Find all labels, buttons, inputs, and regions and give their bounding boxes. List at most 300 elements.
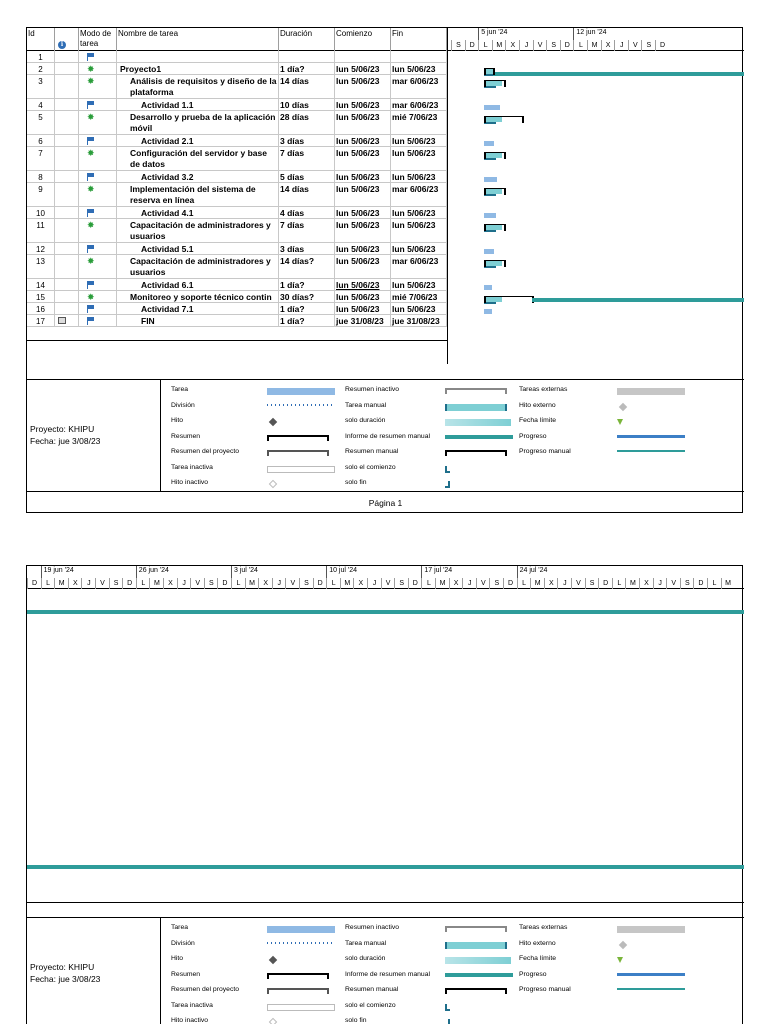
table-row[interactable]: [27, 303, 447, 315]
legend-sample: [445, 450, 507, 456]
table-row[interactable]: [27, 219, 447, 243]
cell-duration[interactable]: 1 día?: [279, 315, 335, 326]
cell-mode[interactable]: [79, 207, 117, 218]
legend-sample: [445, 419, 511, 426]
cell-start[interactable]: lun 5/06/23: [335, 255, 391, 278]
summary-start-cap[interactable]: [484, 68, 486, 75]
manual-schedule-pin-icon: ✸: [87, 148, 95, 158]
timescale-week-label: 5 jun '24: [481, 29, 508, 36]
summary-start-cap[interactable]: [484, 116, 486, 123]
cell-duration[interactable]: 1 día?: [279, 303, 335, 314]
cell-id[interactable]: 12: [27, 243, 55, 254]
cell-id[interactable]: 6: [27, 135, 55, 146]
cell-duration[interactable]: 3 días: [279, 243, 335, 254]
legend-sample: [267, 942, 335, 944]
header-name[interactable]: Nombre de tarea: [117, 28, 279, 51]
cell-end[interactable]: lun 5/06/23: [391, 219, 447, 242]
cell-start[interactable]: lun 5/06/23: [335, 99, 391, 110]
task-bar[interactable]: [484, 309, 492, 314]
cell-start[interactable]: jue 31/08/23: [335, 315, 391, 326]
cell-duration[interactable]: 4 días: [279, 207, 335, 218]
task-bar[interactable]: [484, 141, 494, 146]
legend-sample: [617, 926, 685, 933]
cell-end[interactable]: mié 7/06/23: [391, 111, 447, 134]
cell-end[interactable]: lun 5/06/23: [391, 171, 447, 182]
timescale-day: D: [122, 578, 136, 589]
cell-mode[interactable]: [79, 99, 117, 110]
manual-summary-bar[interactable]: [484, 116, 522, 119]
cell-indicators[interactable]: [55, 111, 79, 134]
legend-sample: [617, 988, 685, 990]
header-duration[interactable]: Duración: [279, 28, 335, 51]
project-name: Proyecto: KHIPU: [30, 424, 95, 434]
task-bar[interactable]: [484, 285, 492, 290]
cell-duration[interactable]: 28 días: [279, 111, 335, 134]
legend-sample: [445, 942, 507, 949]
gantt-page-2: [26, 565, 743, 1024]
cell-end[interactable]: lun 5/06/23: [391, 303, 447, 314]
table-row[interactable]: [27, 279, 447, 291]
cell-mode[interactable]: [79, 63, 117, 74]
timescale-day: J: [614, 40, 628, 51]
cell-duration[interactable]: 1 día?: [279, 63, 335, 74]
cell-name[interactable]: Actividad 4.1: [117, 207, 279, 218]
timescale-day: S: [394, 578, 408, 589]
cell-indicators[interactable]: [55, 63, 79, 74]
cell-id[interactable]: 17: [27, 315, 55, 326]
cell-mode[interactable]: [79, 171, 117, 182]
cell-mode[interactable]: [79, 111, 117, 134]
summary-start-cap[interactable]: [484, 152, 486, 159]
cell-indicators[interactable]: [55, 315, 79, 326]
timescale-day: S: [585, 578, 599, 589]
cell-start[interactable]: lun 5/06/23: [335, 63, 391, 74]
cell-end[interactable]: lun 5/06/23: [391, 207, 447, 218]
gantt-page-1: [26, 27, 743, 513]
cell-indicators[interactable]: [55, 75, 79, 98]
cell-start[interactable]: lun 5/06/23: [335, 219, 391, 242]
timescale-day: J: [81, 578, 95, 589]
timescale-day: M: [721, 578, 735, 589]
timescale-week-divider: [517, 566, 518, 578]
timescale-week-label: 19 jun '24: [43, 567, 74, 574]
auto-schedule-icon: [87, 209, 97, 217]
cell-name[interactable]: FIN: [117, 315, 279, 326]
timescale-week-divider: [421, 566, 422, 578]
cell-indicators[interactable]: [55, 279, 79, 290]
cell-duration[interactable]: [279, 51, 335, 62]
legend-label: Hito externo: [519, 939, 556, 947]
legend-sample: [619, 940, 627, 948]
cell-id[interactable]: 11: [27, 219, 55, 242]
timescale-day: L: [41, 578, 55, 589]
cell-duration[interactable]: 14 días?: [279, 255, 335, 278]
info-icon: i: [58, 41, 66, 49]
cell-mode[interactable]: [79, 303, 117, 314]
cell-end[interactable]: lun 5/06/23: [391, 63, 447, 74]
manual-summary-bar[interactable]: [484, 80, 504, 83]
timescale-day: S: [489, 578, 503, 589]
cell-name[interactable]: [117, 51, 279, 62]
summary-end-cap[interactable]: [504, 152, 506, 159]
summary-start-cap[interactable]: [484, 188, 486, 195]
legend-label: Resumen del proyecto: [171, 986, 240, 993]
task-bar[interactable]: [484, 249, 494, 254]
timescale-day: X: [163, 578, 177, 589]
table-row[interactable]: [27, 135, 447, 147]
cell-id[interactable]: 1: [27, 51, 55, 62]
cell-indicators[interactable]: [55, 51, 79, 62]
cell-mode[interactable]: [79, 183, 117, 206]
cell-mode[interactable]: [79, 75, 117, 98]
timescale-day: V: [285, 578, 299, 589]
cell-indicators[interactable]: [55, 183, 79, 206]
table-row[interactable]: [27, 291, 447, 303]
legend-label: Tarea: [171, 924, 189, 931]
timescale-day: X: [68, 578, 82, 589]
timescale-day: V: [381, 578, 395, 589]
cell-name[interactable]: Actividad 6.1: [117, 279, 279, 290]
cell-id[interactable]: 15: [27, 291, 55, 302]
legend-label: Hito: [171, 417, 184, 424]
header-mode[interactable]: Modo de tarea: [79, 28, 117, 51]
table-row[interactable]: [27, 75, 447, 99]
legend-label: Hito externo: [519, 401, 556, 409]
legend-label: Tarea manual: [345, 939, 387, 947]
cell-name[interactable]: Monitoreo y soporte técnico contin: [117, 291, 279, 302]
table-row[interactable]: [27, 51, 447, 63]
table-row[interactable]: [27, 99, 447, 111]
legend-sample: [267, 404, 335, 406]
auto-schedule-icon: [87, 317, 97, 325]
summary-end-cap[interactable]: [504, 224, 506, 231]
cell-indicators[interactable]: [55, 303, 79, 314]
cell-indicators[interactable]: [55, 219, 79, 242]
cell-start[interactable]: lun 5/06/23: [335, 303, 391, 314]
cell-duration[interactable]: 10 días: [279, 99, 335, 110]
legend-label: Informe de resumen manual: [345, 432, 431, 440]
timescale-day: X: [258, 578, 272, 589]
header-end[interactable]: Fin: [391, 28, 447, 51]
legend-label: Resumen inactivo: [345, 924, 400, 931]
monitoring-bar[interactable]: [532, 298, 744, 302]
task-bar[interactable]: [484, 213, 496, 218]
cell-name[interactable]: Capacitación de administradores y usuarios: [117, 219, 279, 242]
legend-label: Progreso: [519, 432, 547, 440]
project-date: Fecha: jue 3/08/23: [30, 974, 101, 984]
cell-indicators[interactable]: [55, 147, 79, 170]
manual-schedule-pin-icon: ✸: [87, 112, 95, 122]
cell-end[interactable]: mar 6/06/23: [391, 99, 447, 110]
cell-id[interactable]: 3: [27, 75, 55, 98]
cell-duration[interactable]: 30 días?: [279, 291, 335, 302]
cell-indicators[interactable]: [55, 171, 79, 182]
legend-label: Hito inactivo: [171, 479, 209, 486]
table-row[interactable]: [27, 243, 447, 255]
timescale-day: D: [693, 578, 707, 589]
cell-end[interactable]: jue 31/08/23: [391, 315, 447, 326]
legend-label: Tarea: [171, 386, 189, 393]
legend-sample: [267, 973, 329, 979]
timescale-day: S: [109, 578, 123, 589]
timescale-day: D: [560, 40, 574, 51]
table-row[interactable]: [27, 207, 447, 219]
cell-end[interactable]: [391, 51, 447, 62]
cell-end[interactable]: lun 5/06/23: [391, 243, 447, 254]
cell-duration[interactable]: 7 días: [279, 219, 335, 242]
header-id[interactable]: Id: [27, 28, 55, 51]
timescale-week-divider: [478, 28, 479, 40]
cell-end[interactable]: lun 5/06/23: [391, 147, 447, 170]
auto-schedule-icon: [87, 53, 97, 61]
manual-summary-bar[interactable]: [484, 152, 504, 155]
timescale-day: X: [639, 578, 653, 589]
legend-label: Resumen: [171, 970, 201, 978]
timescale-day: M: [625, 578, 639, 589]
cell-start[interactable]: lun 5/06/23: [335, 171, 391, 182]
cell-start[interactable]: [335, 51, 391, 62]
timescale-week-divider: [41, 566, 42, 578]
summary-start-cap[interactable]: [484, 296, 486, 303]
manual-summary-bar[interactable]: [484, 260, 504, 263]
cell-start[interactable]: lun 5/06/23: [335, 75, 391, 98]
timescale-day: M: [530, 578, 544, 589]
timescale-day: L: [707, 578, 721, 589]
auto-schedule-icon: [87, 245, 97, 253]
cell-end[interactable]: mar 6/06/23: [391, 75, 447, 98]
cell-indicators[interactable]: [55, 207, 79, 218]
table-row[interactable]: [27, 255, 447, 279]
cell-indicators[interactable]: [55, 255, 79, 278]
summary-start-cap[interactable]: [484, 224, 486, 231]
timescale-day: J: [462, 578, 476, 589]
cell-id[interactable]: 16: [27, 303, 55, 314]
legend-label: Fecha límite: [519, 955, 557, 962]
cell-id[interactable]: 13: [27, 255, 55, 278]
manual-summary-bar[interactable]: [484, 296, 532, 299]
cell-name[interactable]: Implementación del sistema de reserva en línea: [117, 183, 279, 206]
header-start[interactable]: Comienzo: [335, 28, 391, 51]
timescale-page-2: [27, 566, 744, 589]
timescale-day: J: [272, 578, 286, 589]
legend-sample: [617, 419, 623, 425]
legend-sample: [269, 956, 277, 964]
timescale-week-label: 24 jul '24: [519, 567, 548, 574]
timescale-day: V: [476, 578, 490, 589]
task-bar[interactable]: [484, 177, 497, 182]
cell-start[interactable]: lun 5/06/23: [335, 111, 391, 134]
cell-name[interactable]: Actividad 5.1: [117, 243, 279, 254]
legend-sample: [617, 973, 685, 976]
cell-indicators[interactable]: [55, 135, 79, 146]
cell-duration[interactable]: 3 días: [279, 135, 335, 146]
summary-end-cap[interactable]: [493, 68, 495, 75]
legend-label: solo el comienzo: [345, 463, 396, 471]
cell-id[interactable]: 9: [27, 183, 55, 206]
cell-end[interactable]: mié 7/06/23: [391, 291, 447, 302]
table-row[interactable]: [27, 63, 447, 75]
legend-sample: [617, 450, 685, 452]
cell-start[interactable]: lun 5/06/23: [335, 147, 391, 170]
timescale-day: V: [666, 578, 680, 589]
timescale-day: D: [598, 578, 612, 589]
cell-duration[interactable]: 5 días: [279, 171, 335, 182]
cell-start[interactable]: lun 5/06/23: [335, 279, 391, 290]
legend-label: solo duración: [345, 417, 386, 424]
manual-summary-bar[interactable]: [484, 224, 504, 227]
cell-mode[interactable]: [79, 291, 117, 302]
timescale-day: X: [353, 578, 367, 589]
timescale-week-label: 10 jul '24: [329, 567, 357, 574]
cell-indicators[interactable]: [55, 291, 79, 302]
cell-duration[interactable]: 14 días: [279, 183, 335, 206]
summary-start-cap[interactable]: [484, 80, 486, 87]
cell-id[interactable]: 4: [27, 99, 55, 110]
summary-end-cap[interactable]: [504, 260, 506, 267]
cell-start[interactable]: lun 5/06/23: [335, 291, 391, 302]
summary-end-cap[interactable]: [504, 80, 506, 87]
header-indicators[interactable]: [55, 28, 79, 51]
cell-start[interactable]: lun 5/06/23: [335, 183, 391, 206]
cell-name[interactable]: Capacitación de administradores y usuarios: [117, 255, 279, 278]
timescale-day: V: [571, 578, 585, 589]
cell-mode[interactable]: [79, 219, 117, 242]
cell-start[interactable]: lun 5/06/23: [335, 207, 391, 218]
table-row[interactable]: [27, 183, 447, 207]
timescale-day: J: [557, 578, 571, 589]
cell-duration[interactable]: 14 días: [279, 75, 335, 98]
manual-schedule-pin-icon: ✸: [87, 76, 95, 86]
cell-end[interactable]: mar 6/06/23: [391, 183, 447, 206]
timescale-day: M: [435, 578, 449, 589]
legend-sample: [445, 404, 507, 411]
cell-name[interactable]: Análisis de requisitos y diseño de la plataforma: [117, 75, 279, 98]
timescale-day: D: [27, 578, 41, 589]
legend-label: Resumen del proyecto: [171, 448, 240, 455]
legend-sample: [445, 1019, 450, 1024]
cell-mode[interactable]: [79, 243, 117, 254]
table-row[interactable]: [27, 111, 447, 135]
auto-schedule-icon: [87, 173, 97, 181]
legend-sample: [617, 957, 623, 963]
project-name: Proyecto: KHIPU: [30, 962, 95, 972]
table-row[interactable]: [27, 327, 447, 341]
project-summary-bar[interactable]: [484, 72, 744, 76]
timescale-day: L: [326, 578, 340, 589]
legend: [27, 379, 744, 491]
cell-name[interactable]: Actividad 1.1: [117, 99, 279, 110]
cell-mode[interactable]: [79, 279, 117, 290]
legend-label: Informe de resumen manual: [345, 970, 431, 978]
project-date: Fecha: jue 3/08/23: [30, 436, 101, 446]
legend-sample: [617, 435, 685, 438]
legend-label: Resumen manual: [345, 448, 399, 455]
cell-end[interactable]: lun 5/06/23: [391, 135, 447, 146]
cell-start[interactable]: lun 5/06/23: [335, 243, 391, 254]
cell-name[interactable]: Proyecto1: [117, 63, 279, 74]
timescale-day: L: [517, 578, 531, 589]
gantt-chart-area: [447, 51, 744, 364]
legend-sample: [267, 388, 335, 395]
cell-name[interactable]: Configuración del servidor y base de datos: [117, 147, 279, 170]
legend-sample: [445, 466, 450, 473]
cell-id[interactable]: 5: [27, 111, 55, 134]
cell-mode[interactable]: [79, 315, 117, 326]
cell-indicators[interactable]: [55, 99, 79, 110]
cell-mode[interactable]: [79, 135, 117, 146]
timescale-day: M: [340, 578, 354, 589]
legend-label: Hito: [171, 955, 184, 962]
timescale-day: D: [408, 578, 422, 589]
task-bar[interactable]: [484, 105, 500, 110]
cell-duration[interactable]: 7 días: [279, 147, 335, 170]
cell-end[interactable]: lun 5/06/23: [391, 279, 447, 290]
calendar-constraint-icon: [58, 317, 66, 324]
timescale-day: V: [190, 578, 204, 589]
legend-label: Fecha límite: [519, 417, 557, 424]
legend-label: Progreso manual: [519, 986, 571, 993]
cell-duration[interactable]: 1 día?: [279, 279, 335, 290]
timescale-week-label: 26 jun '24: [138, 567, 169, 574]
cell-start[interactable]: lun 5/06/23: [335, 135, 391, 146]
cell-end[interactable]: mar 6/06/23: [391, 255, 447, 278]
timescale-day: X: [601, 40, 615, 51]
cell-mode[interactable]: [79, 255, 117, 278]
table-row[interactable]: [27, 147, 447, 171]
legend-label: División: [171, 401, 195, 409]
cell-name[interactable]: Actividad 3.2: [117, 171, 279, 182]
summary-start-cap[interactable]: [484, 260, 486, 267]
cell-indicators[interactable]: [55, 243, 79, 254]
timescale-day: X: [505, 40, 519, 51]
manual-schedule-pin-icon: ✸: [87, 292, 95, 302]
manual-summary-bar[interactable]: [484, 188, 504, 191]
timescale-day: L: [478, 40, 492, 51]
timescale-week-divider: [326, 566, 327, 578]
legend-label: Tarea inactiva: [171, 463, 213, 471]
table-row[interactable]: [27, 171, 447, 183]
cell-id[interactable]: 2: [27, 63, 55, 74]
legend-sample: [445, 973, 513, 977]
cell-id[interactable]: 14: [27, 279, 55, 290]
timescale-week-label: 3 jul '24: [234, 567, 258, 574]
cell-id[interactable]: 8: [27, 171, 55, 182]
table-row[interactable]: [27, 315, 447, 327]
summary-end-cap[interactable]: [522, 116, 524, 123]
cell-id[interactable]: 10: [27, 207, 55, 218]
timescale-day: L: [231, 578, 245, 589]
legend-label: Tareas externas: [519, 924, 568, 931]
legend-sample: [445, 957, 511, 964]
cell-id[interactable]: 7: [27, 147, 55, 170]
cell-mode[interactable]: [79, 51, 117, 62]
project-summary-bar-continued[interactable]: [27, 610, 744, 614]
auto-schedule-icon: [87, 137, 97, 145]
timescale-day: D: [313, 578, 327, 589]
legend-sample: [445, 481, 450, 488]
summary-end-cap[interactable]: [504, 188, 506, 195]
legend-label: solo duración: [345, 955, 386, 962]
legend-sample: [267, 1004, 335, 1011]
cell-name[interactable]: Actividad 7.1: [117, 303, 279, 314]
cell-mode[interactable]: [79, 147, 117, 170]
cell-name[interactable]: Actividad 2.1: [117, 135, 279, 146]
monitoring-bar-continued[interactable]: [27, 865, 744, 869]
cell-name[interactable]: Desarrollo y prueba de la aplicación móvil: [117, 111, 279, 134]
legend-sample: [445, 388, 507, 394]
legend-label: Resumen manual: [345, 986, 399, 993]
legend-sample: [267, 988, 329, 994]
